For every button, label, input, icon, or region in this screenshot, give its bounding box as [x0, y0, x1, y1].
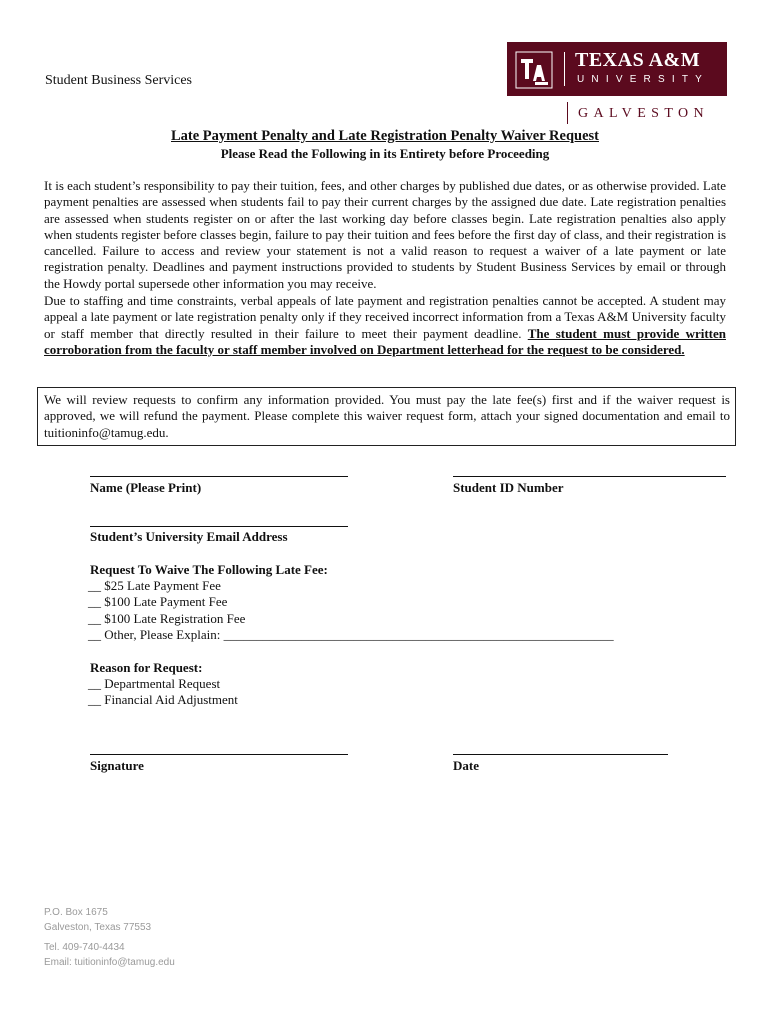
university-logo — [507, 42, 727, 96]
name-input-line[interactable] — [90, 476, 348, 477]
footer-contact — [44, 940, 175, 970]
footer-city: Galveston, Texas 77553 — [44, 922, 152, 933]
policy-paragraph: It is each student’s responsibility to pay their tuition, fees, and other charges by published due dates, or as otherwise provided. Late payment penalties are assessed when students fail to pay their current charges by the assigned due date. Late registration penalties are assessed when students register on or after the last working day before classes begin. Late registration penalties also apply when students register before classes begin, failure to pay their tuition and fees before the first day of class, and their registration is cancelled. Failure to access and review your statement is not a valid reason to request a waiver of a late payment or late registration penalty. Deadlines and payment instructions provided to students by Student Business Services by email or through the Howdy portal supersede other information you may receive. — [44, 178, 726, 291]
student-id-label: Student ID Number — [453, 480, 564, 495]
campus-divider — [567, 102, 568, 124]
reason-heading: Reason for Request: — [90, 660, 203, 675]
date-input-line[interactable] — [453, 754, 668, 755]
reason-option-financial-aid[interactable]: __ Financial Aid Adjustment — [88, 692, 238, 707]
appeal-requirement: The student must provide written corroboration from the faculty or staff member involved on Department letterhead for the request to be considered. — [44, 325, 726, 357]
footer-address — [44, 905, 151, 935]
student-id-input-line[interactable] — [453, 476, 726, 477]
email-input-line[interactable] — [90, 526, 348, 527]
waive-option-100-late-payment[interactable]: __ $100 Late Payment Fee — [88, 594, 228, 609]
name-label: Name (Please Print) — [90, 480, 202, 495]
form-subtitle: Please Read the Following in its Entirety before Proceeding — [220, 146, 550, 161]
email-label: Student’s University Email Address — [90, 529, 288, 544]
notice-box: We will review requests to confirm any information provided. You must pay the late fee(s) first and if the waiver request is approved, we will refund the payment. Please complete this waiver request form, attach your signed documentation and email to tuitioninfo@tamug.edu. — [37, 387, 736, 446]
signature-input-line[interactable] — [90, 754, 348, 755]
logo-wordmark: TEXAS A&M — [575, 49, 701, 71]
appeal-text: Due to staffing and time constraints, verbal appeals of late payment and registration penalties cannot be accepted. A student may appeal a late payment or late registration penalty only if they received incorrect information from a Texas A&M University faculty or staff member that directly resulted in their failure to meet their payment deadline. — [44, 293, 726, 341]
reason-option-departmental[interactable]: __ Departmental Request — [88, 676, 221, 691]
appeal-paragraph — [44, 293, 726, 358]
footer-email: Email: tuitioninfo@tamug.edu — [44, 957, 175, 968]
waive-option-other[interactable]: __ Other, Please Explain: ____________________________________________________________ — [88, 627, 614, 642]
logo-subline: UNIVERSITY — [577, 74, 710, 85]
signature-label: Signature — [90, 758, 144, 773]
waive-option-25-late-payment[interactable]: __ $25 Late Payment Fee — [88, 578, 221, 593]
logo-divider — [564, 52, 565, 86]
waive-option-100-late-registration[interactable]: __ $100 Late Registration Fee — [88, 611, 246, 626]
waive-heading: Request To Waive The Following Late Fee: — [90, 562, 328, 577]
form-title: Late Payment Penalty and Late Registration Penalty Waiver Request — [171, 128, 599, 144]
department-name: Student Business Services — [45, 73, 192, 88]
footer-po-box: P.O. Box 1675 — [44, 907, 108, 918]
footer-tel: Tel. 409-740-4434 — [44, 942, 125, 953]
atm-logo-icon — [515, 51, 553, 89]
campus-name: GALVESTON — [578, 106, 710, 121]
date-label: Date — [453, 758, 479, 773]
